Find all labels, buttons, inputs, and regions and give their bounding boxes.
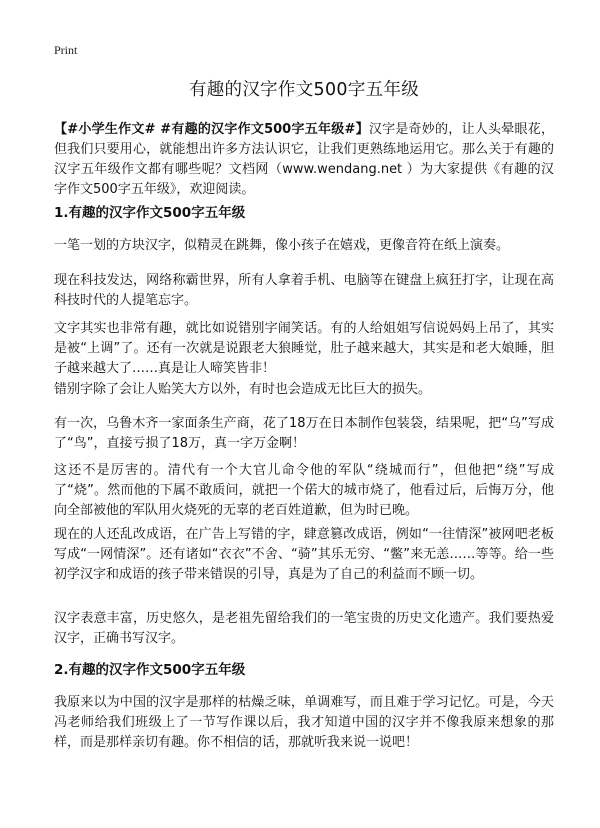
section-1-paragraph-7: 现在的人还乱改成语，在广告上写错的字，肆意篡改成语，例如“一往情深”被网吧老板写成“一网情深”。还有诸如“衣衣”不舍、“骑”其乐无穷、“鳖”来无恙……等等。给一些初学汉字和成语的孩子带来错误的引导，真是为了自己的利益而不顾一切。 [54,527,554,582]
intro-text: 汉字是奇妙的，让人头晕眼花，但我们只要用心，就能想出许多方法认识它，让我们更熟练地运用它。那么关于有趣的汉字五年级作文都有哪些呢？文档网（www.wendang.net ）为大家提供《有趣的汉字作文500字五年级》，欢迎阅读。 [54,122,554,197]
section-1-paragraph-2: 现在科技发达，网络称霸世界，所有人拿着手机、电脑等在键盘上疯狂打字，让现在高科技时代的人提笔忘字。 [54,273,554,308]
section-1-paragraph-4: 错别字除了会让人贻笑大方以外，有时也会造成无比巨大的损失。 [54,382,432,397]
section-2-paragraph-1: 我原来以为中国的汉字是那样的枯燥乏味，单调难写，而且难于学习记忆。可是，今天冯老师给我们班级上了一节写作课以后，我才知道中国的汉字并不像我原来想象的那样，而是那样亲切有趣。你不相信的话，那就听我来说一说吧！ [54,695,554,750]
intro-tags: 【#小学生作文# #有趣的汉字作文500字五年级#】 [54,122,369,137]
section-1-paragraph-8: 汉字表意丰富，历史悠久，是老祖先留给我们的一笔宝贵的历史文化遗产。我们要热爱汉字，正确书写汉字。 [54,611,554,646]
document-title: 有趣的汉字作文500字五年级 [188,80,420,100]
section-1-heading: 1.有趣的汉字作文500字五年级 [54,205,246,221]
print-label[interactable]: Print [54,43,78,57]
intro-paragraph [54,120,554,200]
section-1-paragraph-5: 有一次，乌鲁木齐一家面条生产商，花了18万在日本制作包装袋，结果呢，把“乌”写成了“鸟”，直接亏损了18万，真一字万金啊！ [54,416,554,451]
section-1-paragraph-3: 文字其实也非常有趣，就比如说错别字闹笑话。有的人给姐姐写信说妈妈上吊了，其实是被“上调”了。还有一次就是说跟老大狼睡觉，肚子越来越大，其实是和老大娘睡，胆子越来越大了……真是让人啼笑皆非！ [54,321,554,376]
section-1-paragraph-1: 一笔一划的方块汉字，似精灵在跳舞，像小孩子在嬉戏，更像音符在纸上演奏。 [54,238,510,253]
section-2-heading: 2.有趣的汉字作文500字五年级 [54,662,246,678]
section-1-paragraph-6: 这还不是厉害的。清代有一个大官儿命令他的军队“绕城而行”，但他把“绕”写成了“烧”。然而他的下属不敢质问，就把一个偌大的城市烧了，他看过后，后悔万分，他向全部被他的军队用火烧死的无辜的老百姓道歉，但为时已晚。 [54,463,554,518]
